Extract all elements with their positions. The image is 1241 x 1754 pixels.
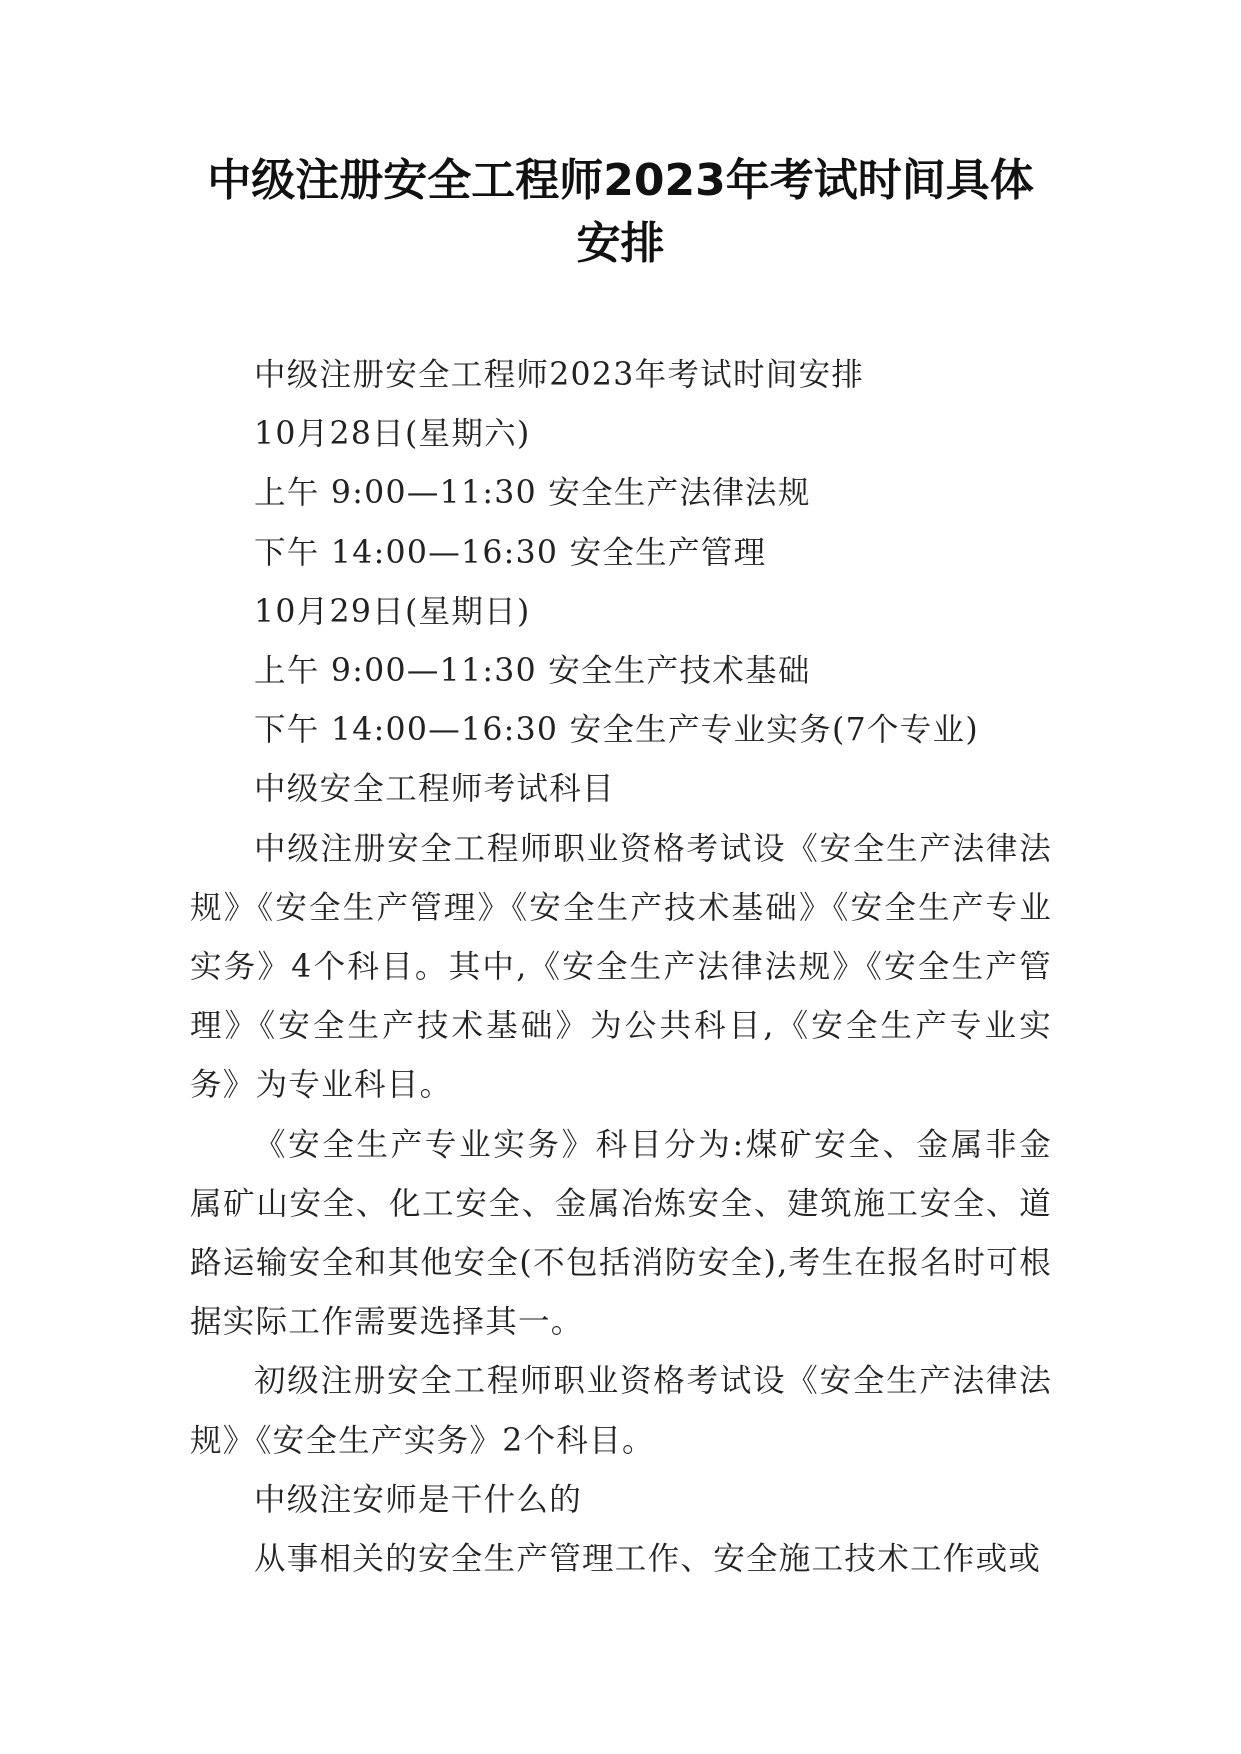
paragraph-junior-exam: 初级注册安全工程师职业资格考试设《安全生产法律法规》《安全生产实务》2个科目。 <box>190 1363 1052 1459</box>
paragraph-practice-categories: 《安全生产专业实务》科目分为:煤矿安全、金属非金属矿山安全、化工安全、金属冶炼安全、建筑施工安全、道路运输安全和其他安全(不包括消防安全),考生在报名时可根据实际工作需要选择其一。 <box>190 1126 1052 1341</box>
paragraph-role-heading: 中级注安师是干什么的 <box>254 1481 583 1518</box>
paragraph-role-description: 从事相关的安全生产管理工作、安全施工技术工作或或 <box>254 1541 1042 1578</box>
document-body <box>190 346 1052 1589</box>
paragraph-day-2-morning: 上午 9:00—11:30 安全生产技术基础 <box>254 653 811 690</box>
paragraph-subjects-heading: 中级安全工程师考试科目 <box>254 771 615 808</box>
paragraph-day-1-date: 10月28日(星期六) <box>254 416 531 453</box>
paragraph-schedule-heading: 中级注册安全工程师2023年考试时间安排 <box>254 357 865 393</box>
paragraph-day-1-morning: 上午 9:00—11:30 安全生产法律法规 <box>254 475 811 512</box>
paragraph-day-2-date: 10月29日(星期日) <box>254 593 531 630</box>
paragraph-subjects-description: 中级注册安全工程师职业资格考试设《安全生产法律法规》《安全生产管理》《安全生产技术基础》《安全生产专业实务》4个科目。其中,《安全生产法律法规》《安全生产管理》《安全生产技术基础》为公共科目,《安全生产专业实务》为专业科目。 <box>190 830 1052 1104</box>
paragraph-day-2-afternoon: 下午 14:00—16:30 安全生产专业实务(7个专业) <box>254 712 979 749</box>
paragraph-day-1-afternoon: 下午 14:00—16:30 安全生产管理 <box>254 534 767 571</box>
document-title-line-2: 安排 <box>576 218 665 269</box>
document-title-line-1: 中级注册安全工程师2023年考试时间具体 <box>207 155 1034 206</box>
